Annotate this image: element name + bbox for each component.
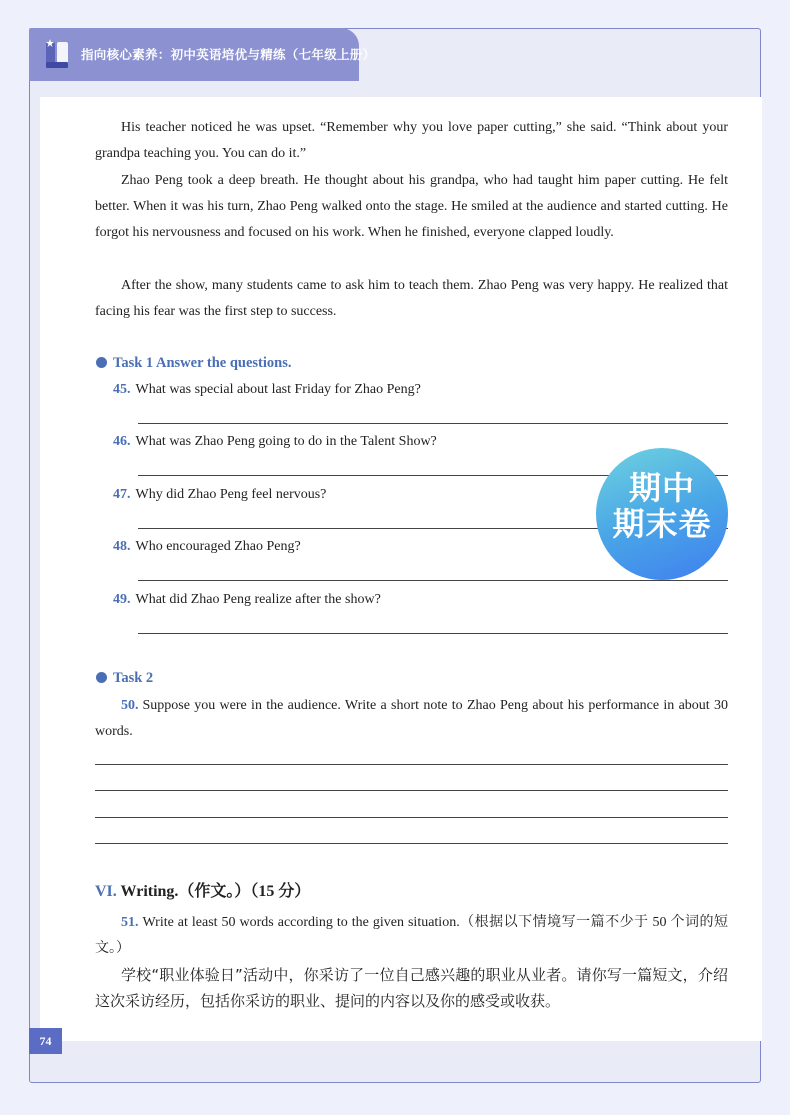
question-text: What was Zhao Peng going to do in the Talent Show? xyxy=(135,434,437,449)
question-number: 46. xyxy=(113,434,131,449)
task2-heading xyxy=(96,670,153,687)
answer-line-45[interactable] xyxy=(138,423,728,424)
question-number: 45. xyxy=(113,382,131,397)
answer-line-49[interactable] xyxy=(138,633,728,634)
passage-paragraph-1: His teacher noticed he was upset. “Remember why you love paper cutting,” she said. “Think about your grandpa teaching you. You can do it.” xyxy=(95,120,728,161)
question-51 xyxy=(95,910,728,962)
badge-line-1: 期中 xyxy=(628,469,695,507)
exam-badge xyxy=(596,448,728,580)
question-49 xyxy=(113,592,381,608)
passage-paragraph-2: Zhao Peng took a deep breath. He thought about his grandpa, who had taught him paper cutting. He felt better. When it was his turn, Zhao Peng walked onto the stage. He smiled at the audience and started cutting. He forgot his nervousness and focused on his work. When he finished, everyone clapped loudly. xyxy=(95,173,728,240)
passage-paragraph-3: After the show, many students came to ask him to teach them. Zhao Peng was very happy. He realized that facing his fear was the first step to success. xyxy=(95,278,728,319)
question-number: 50. xyxy=(121,698,139,713)
header-title: 指向核心素养：初中英语培优与精练（七年级上册） xyxy=(81,47,376,62)
question-number: 51. xyxy=(121,915,139,930)
question-text: What did Zhao Peng realize after the show? xyxy=(135,592,381,607)
badge-line-2: 期末卷 xyxy=(612,505,712,543)
question-46 xyxy=(113,434,437,450)
question-45 xyxy=(113,382,421,398)
question-text: Who encouraged Zhao Peng? xyxy=(135,539,301,554)
bullet-dot-icon xyxy=(96,672,107,683)
question-48 xyxy=(113,539,301,555)
bullet-dot-icon xyxy=(96,357,107,368)
header-tab xyxy=(29,28,376,81)
book-logo-icon xyxy=(43,38,73,70)
question-text: Suppose you were in the audience. Write a short note to Zhao Peng about his performance in about 30 words. xyxy=(95,698,728,739)
page-number: 74 xyxy=(29,1028,62,1054)
writing-prompt: 学校“职业体验日”活动中，你采访了一位自己感兴趣的职业从业者。请你写一篇短文，介绍这次采访经历，包括你采访的职业、提问的内容以及你的感受或收获。 xyxy=(95,966,728,1010)
answer-line-48[interactable] xyxy=(138,580,728,581)
section-title: Writing.（作文。）（15 分） xyxy=(120,883,311,900)
writing-line-2[interactable] xyxy=(95,790,728,791)
question-47 xyxy=(113,487,326,503)
question-50 xyxy=(95,693,728,745)
question-text: Why did Zhao Peng feel nervous? xyxy=(135,487,327,502)
writing-line-1[interactable] xyxy=(95,764,728,765)
writing-line-3[interactable] xyxy=(95,817,728,818)
section-heading xyxy=(95,878,310,901)
question-number: 48. xyxy=(113,539,131,554)
writing-line-4[interactable] xyxy=(95,843,728,844)
question-text: Write at least 50 words according to the given situation.（根据以下情境写一篇不少于 50 个词的短文。） xyxy=(95,915,728,956)
question-number: 49. xyxy=(113,592,131,607)
section-number: VI. xyxy=(95,883,117,900)
question-number: 47. xyxy=(113,487,131,502)
task1-title: Task 1 Answer the questions. xyxy=(113,355,292,371)
question-text: What was special about last Friday for Zhao Peng? xyxy=(135,382,421,397)
task2-title: Task 2 xyxy=(113,670,154,686)
task1-heading xyxy=(96,355,291,372)
